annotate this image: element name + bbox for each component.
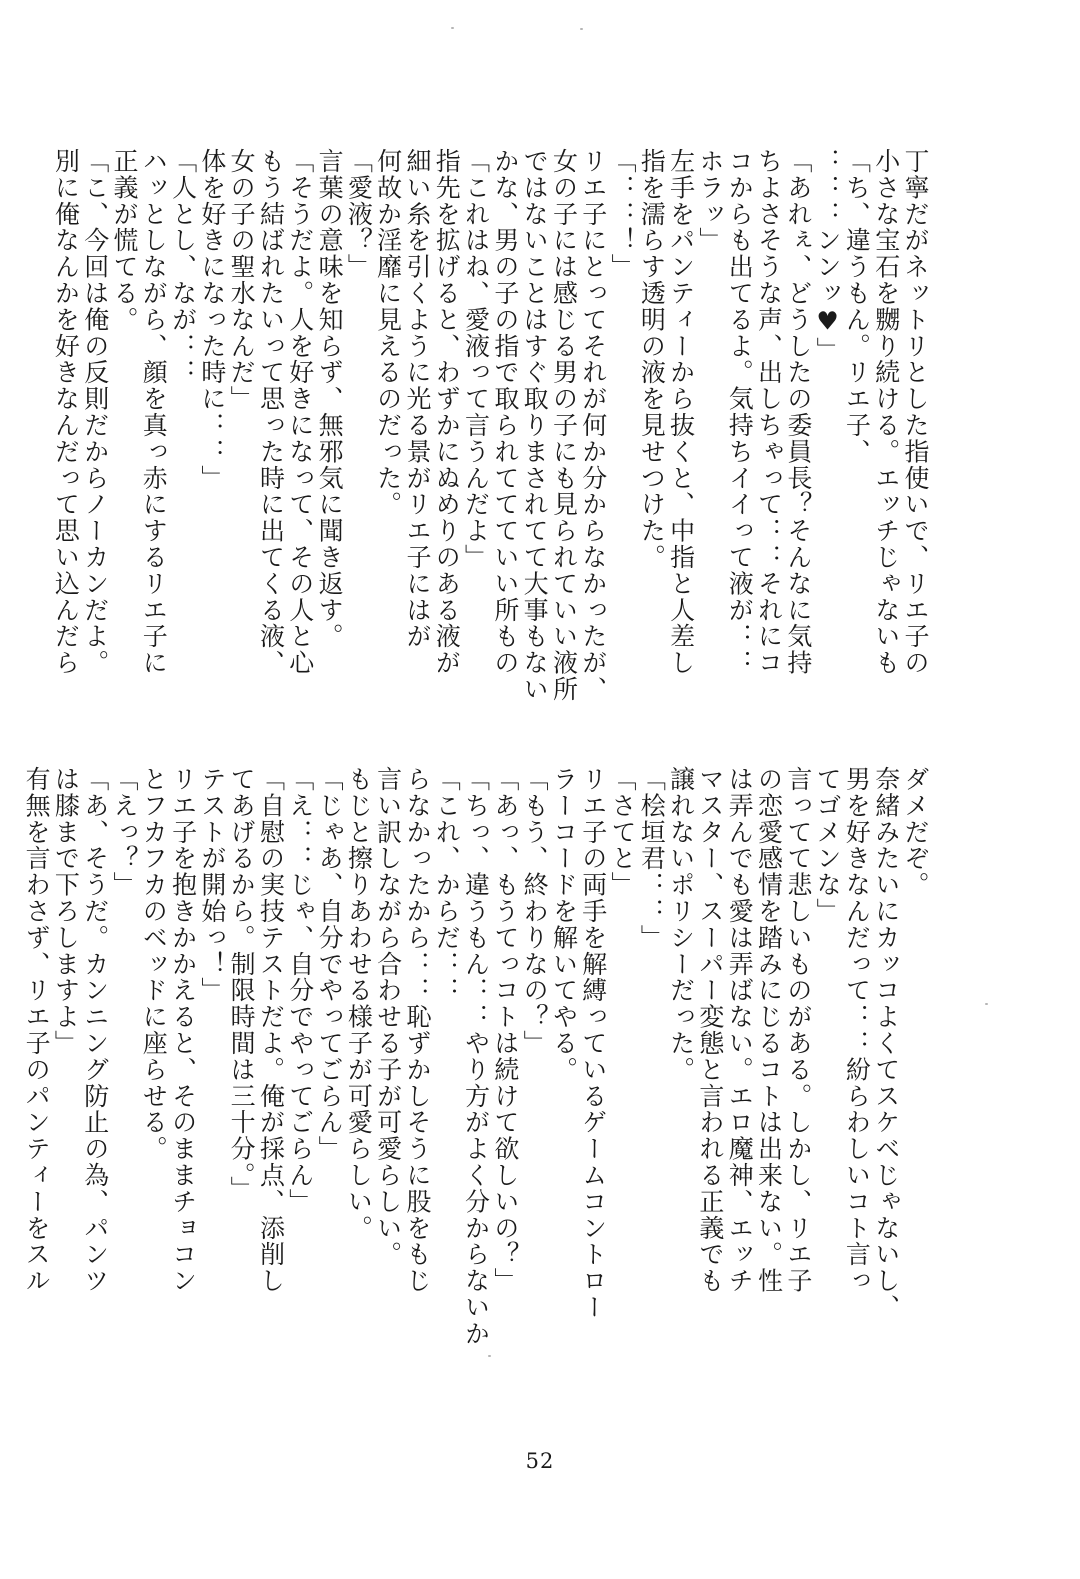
text-column: 「そうだよ。人を好きになって、その人と心 [285,148,315,676]
text-column: らなかったから：：恥ずかしそうに股をもじ [402,766,432,1294]
text-column: ではないことはすぐ取りまされてて大事もない [520,148,550,703]
text-column: の恋愛感情を踏みにじるコトは出来ない。性 [754,766,784,1294]
text-column: 「じゃあ、自分でやってごらん」 [315,766,345,1162]
text-column: ダメだぞ。 [901,766,930,898]
scan-speck [451,27,454,29]
lower-text-block [22,766,930,1347]
text-column: 女の子の聖水なんだ」 [227,148,257,412]
text-column: 「これはね、愛液って言うんだよ」 [461,148,491,571]
text-column: ホラッ」 [695,148,725,254]
text-column: 体を好きになった時に：：」 [197,148,227,492]
text-column: 「これ、からだ：： [432,766,462,1004]
text-column: リエ子の両手を解縛っているゲームコントロー [578,766,608,1321]
text-column: ラーコードを解いてやる。 [549,766,579,1083]
scan-speck [488,1355,491,1357]
text-column: 指先を拡げると、わずかにぬめりのある液が [432,148,462,676]
text-column: 「もう、終わりなの？」 [520,766,550,1057]
text-column: てゴメンな」 [813,766,843,925]
text-column: リエ子を抱きかかえると、そのままチョコン [168,766,198,1294]
text-column: 細い糸を引くように光る景がリエ子にはが [402,148,432,650]
text-column: とフカフカのベッドに座らせる。 [139,766,169,1162]
text-column: コからも出てるよ。気持ちイイって液が：： [725,148,755,676]
text-column: 「自慰の実技テストだよ。俺が採点、添削し [256,766,286,1294]
scan-speck [985,1003,988,1005]
text-column: 「えっ？」 [109,766,139,898]
text-column: 「さてと」 [608,766,638,898]
text-column: は膝まで下ろしますよ」 [51,766,81,1057]
page-number: 52 [525,1449,555,1473]
text-column: 「ち、違うもん。リエ子、 [842,148,872,465]
text-column: 言ってて悲しいものがある。しかし、リエ子 [783,766,813,1294]
upper-text-block [51,148,930,703]
text-column: 左手をパンティーから抜くと、中指と人差し [666,148,696,676]
text-column: テストが開始っ！」 [197,766,227,1004]
text-column: ：：：ンンッ♥」 [813,148,843,364]
text-column: 「ちっ、違うもん：：やり方がよく分からないか [461,766,491,1347]
text-column: 奈緒みたいにカッコよくてスケベじゃないし、 [871,766,901,1321]
text-column: 「桧垣君：：」 [637,766,667,951]
text-column: 「愛液？」 [344,148,374,280]
text-column: 「こ、今回は俺の反則だからノーカンだよ。 [80,148,110,676]
text-column: 何故か淫靡に見えるのだった。 [373,148,403,518]
text-column: 小さな宝石を嬲り続ける。エッチじゃないも [871,148,901,676]
text-column: 丁寧だがネットリとした指使いで、リエ子の [901,148,930,676]
text-column: 「あっ、もうてっコトは続けて欲しいの？」 [490,766,520,1294]
text-column: 有無を言わさず、リエ子のパンティーをスル [22,766,52,1294]
text-column: 言い訳しながら合わせる子が可愛らしい。 [373,766,403,1268]
text-column: 「あ、そうだ。カンニング防止の為、パンツ [80,766,110,1294]
text-column: マスター、スーパー変態と言われる正義でも [695,766,725,1294]
text-column: 男を好きなんだって：：紛らわしいコト言っ [842,766,872,1294]
text-column: ハッとしながら、顔を真っ赤にするリエ子に [139,148,169,676]
text-column: 言葉の意味を知らず、無邪気に聞き返す。 [315,148,345,650]
text-column: 譲れないポリシーだった。 [666,766,696,1083]
text-column: 別に俺なんかを好きなんだって思い込んだら [51,148,81,676]
text-column: 「あれぇ、どうしたの委員長？そんなに気持 [783,148,813,676]
text-column: 指を濡らす透明の液を見せつけた。 [637,148,667,571]
text-column: ちよさそうな声、出しちゃって：：それにコ [754,148,784,676]
text-column: は弄んでも愛は弄ばない。エロ魔神、エッチ [725,766,755,1294]
text-column: かな、男の子の指で取られててていい所もの [490,148,520,676]
text-column: リエ子にとってそれが何か分からなかったが、 [578,148,608,703]
text-column: もう結ばれたいって思った時に出てくる液、 [256,148,286,676]
scan-speck [580,28,583,30]
text-column: てあげるから。制限時間は三十分。」 [227,766,257,1203]
text-column: 女の子には感じる男の子にも見られていい液所 [549,148,579,703]
text-column: 「え：：じゃ、自分でやってごらん」 [285,766,315,1215]
text-column: 「：：！」 [608,148,638,280]
text-column: 正義が慌てる。 [109,148,139,333]
text-column: もじと擦りあわせる様子が可愛らしい。 [344,766,374,1242]
text-column: 「人とし、なが：： [168,148,198,386]
